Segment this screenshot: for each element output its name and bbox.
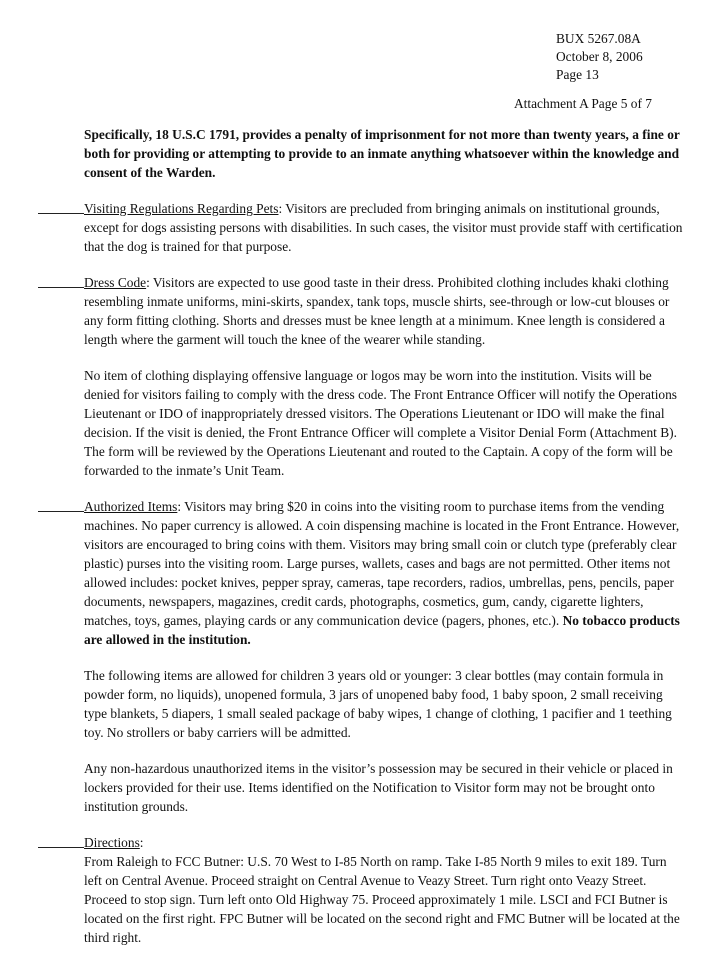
- dress-code-paragraph: [84, 273, 686, 349]
- tobacco-notice: No tobacco products are allowed in the institution.: [84, 613, 680, 647]
- directions-heading: Directions: [84, 835, 140, 850]
- penalty-paragraph: Specifically, 18 U.S.C 1791, provides a penalty of imprisonment for not more than twenty years, a fine or both for providing or attempting to provide to an inmate anything whatsoever within the knowledge and consent of the Warden.: [84, 127, 680, 180]
- document-date: October 8, 2006: [556, 49, 643, 64]
- document-id: BUX 5267.08A: [556, 31, 641, 46]
- authorized-items-paragraph: [84, 497, 686, 649]
- margin-rule: [38, 213, 84, 214]
- authorized-items-body: : Visitors may bring $20 in coins into the visiting room to purchase items from the vending machines. No paper currency is allowed. A coin dispensing machine is located in the Front Entrance. However, visitors are encouraged to bring coins with them. Visitors may bring small coin or clutch type (preferably clear plastic) purses into the visiting room. Large purses, wallets, cases and bags are not permitted. Other items not allowed includes: pocket knives, pepper spray, cameras, tape recorders, radios, umbrellas, pens, pencils, paper documents, newspapers, magazines, credit cards, photographs, cosmetics, gum, candy, cigarette lighters, matches, toys, games, playing cards or any communication device (pagers, phones, etc.).: [84, 499, 680, 628]
- pets-paragraph: [84, 199, 686, 256]
- authorized-items-heading: Authorized Items: [84, 499, 178, 514]
- document-body: [84, 125, 686, 964]
- margin-rule: [38, 511, 84, 512]
- page-number: Page 13: [556, 67, 599, 82]
- dress-code-body: : Visitors are expected to use good taste in their dress. Prohibited clothing includes khaki clothing resembling inmate uniforms, mini-skirts, spandex, tank tops, muscle shirts, see-through or low-cut blouses or any form fitting clothing. Shorts and dresses must be knee length at a minimum. Knee length is considered a length where the garment will touch the knee of the wearer while standing.: [84, 275, 670, 347]
- attachment-label: Attachment A Page 5 of 7: [514, 96, 652, 111]
- pets-section: [84, 199, 686, 256]
- directions-paragraph: [84, 833, 686, 947]
- margin-rule: [38, 287, 84, 288]
- dress-code-heading: Dress Code: [84, 275, 147, 290]
- margin-rule: [38, 847, 84, 848]
- directions-body: From Raleigh to FCC Butner: U.S. 70 West to I-85 North on ramp. Take I-85 North 9 miles to exit 189. Turn left on Central Avenue. Proceed straight on Central Avenue to Veazy Street. Turn right onto Veazy Street. Proceed to stop sign. Turn left onto Old Highway 75. Proceed approximately 1 mile. LSCI and FCI Butner is located on the first right. FPC Butner will be located on the second right and FMC Butner will be located at the third right.: [84, 854, 680, 945]
- dress-code-section: [84, 273, 686, 349]
- authorized-items-section: [84, 497, 686, 649]
- children-items-paragraph: The following items are allowed for children 3 years old or younger: 3 clear bottles (may contain formula in powder form, no liquids), unopened formula, 3 jars of unopened baby food, 1 baby spoon, 2 small receiving type blankets, 5 diapers, 1 small sealed package of baby wipes, 1 change of clothing, 1 pacifier and 1 teething toy. No strollers or baby carriers will be admitted.: [84, 668, 672, 740]
- non-hazardous-items-paragraph: Any non-hazardous unauthorized items in the visitor’s possession may be secured in their vehicle or placed in lockers provided for their use. Items identified on the Notification to Visitor form may not be brought onto institution grounds.: [84, 761, 673, 814]
- pets-heading: Visiting Regulations Regarding Pets: [84, 201, 279, 216]
- directions-section: [84, 833, 686, 947]
- document-header: [556, 30, 643, 84]
- offensive-clothing-paragraph: No item of clothing displaying offensive language or logos may be worn into the institution. Visits will be denied for visitors failing to comply with the dress code. The Front Entrance Officer will notify the Operations Lieutenant or IDO of inappropriately dressed visitors. The Operations Lieutenant or IDO will make the final decision. If the visit is denied, the Front Entrance Officer will complete a Visitor Denial Form (Attachment B). The form will be reviewed by the Operations Lieutenant and routed to the Captain. A copy of the form will be forwarded to the inmate’s Unit Team.: [84, 368, 678, 478]
- directions-colon: :: [139, 835, 144, 850]
- pets-body: : Visitors are precluded from bringing animals on institutional grounds, except for dogs assisting persons with disabilities. In such cases, the visitor must provide staff with certification that the dog is trained for that purpose.: [84, 201, 683, 254]
